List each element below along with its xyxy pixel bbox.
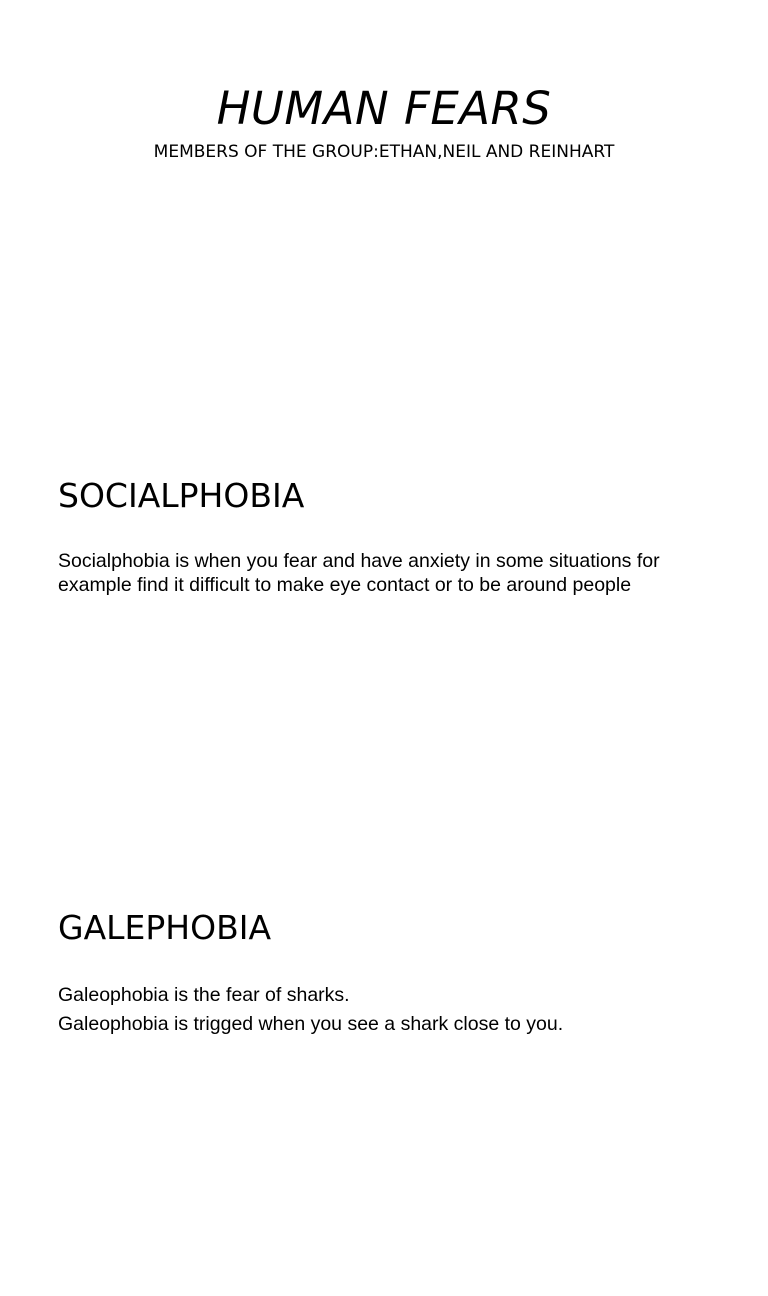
slide-paragraph: Galeophobia is the fear of sharks. bbox=[58, 984, 350, 1006]
slide-body bbox=[58, 983, 718, 1036]
slide-body bbox=[58, 549, 718, 597]
group-members-subtitle: MEMBERS OF THE GROUP:ETHAN,NEIL AND REINHART bbox=[153, 142, 615, 162]
slide-heading: GALEPHOBIA bbox=[58, 908, 272, 947]
slide-paragraph: Socialphobia is when you fear and have anxiety in some situations for example find it difficult to make eye contact or to be around people bbox=[58, 550, 660, 596]
title-slide bbox=[0, 0, 768, 432]
slide-paragraph: Galeophobia is trigged when you see a shark close to you. bbox=[58, 1013, 564, 1035]
galephobia-slide bbox=[0, 864, 768, 1296]
slide-heading: SOCIALPHOBIA bbox=[58, 476, 305, 515]
socialphobia-slide bbox=[0, 432, 768, 864]
presentation-title: HUMAN FEARS bbox=[216, 82, 552, 135]
